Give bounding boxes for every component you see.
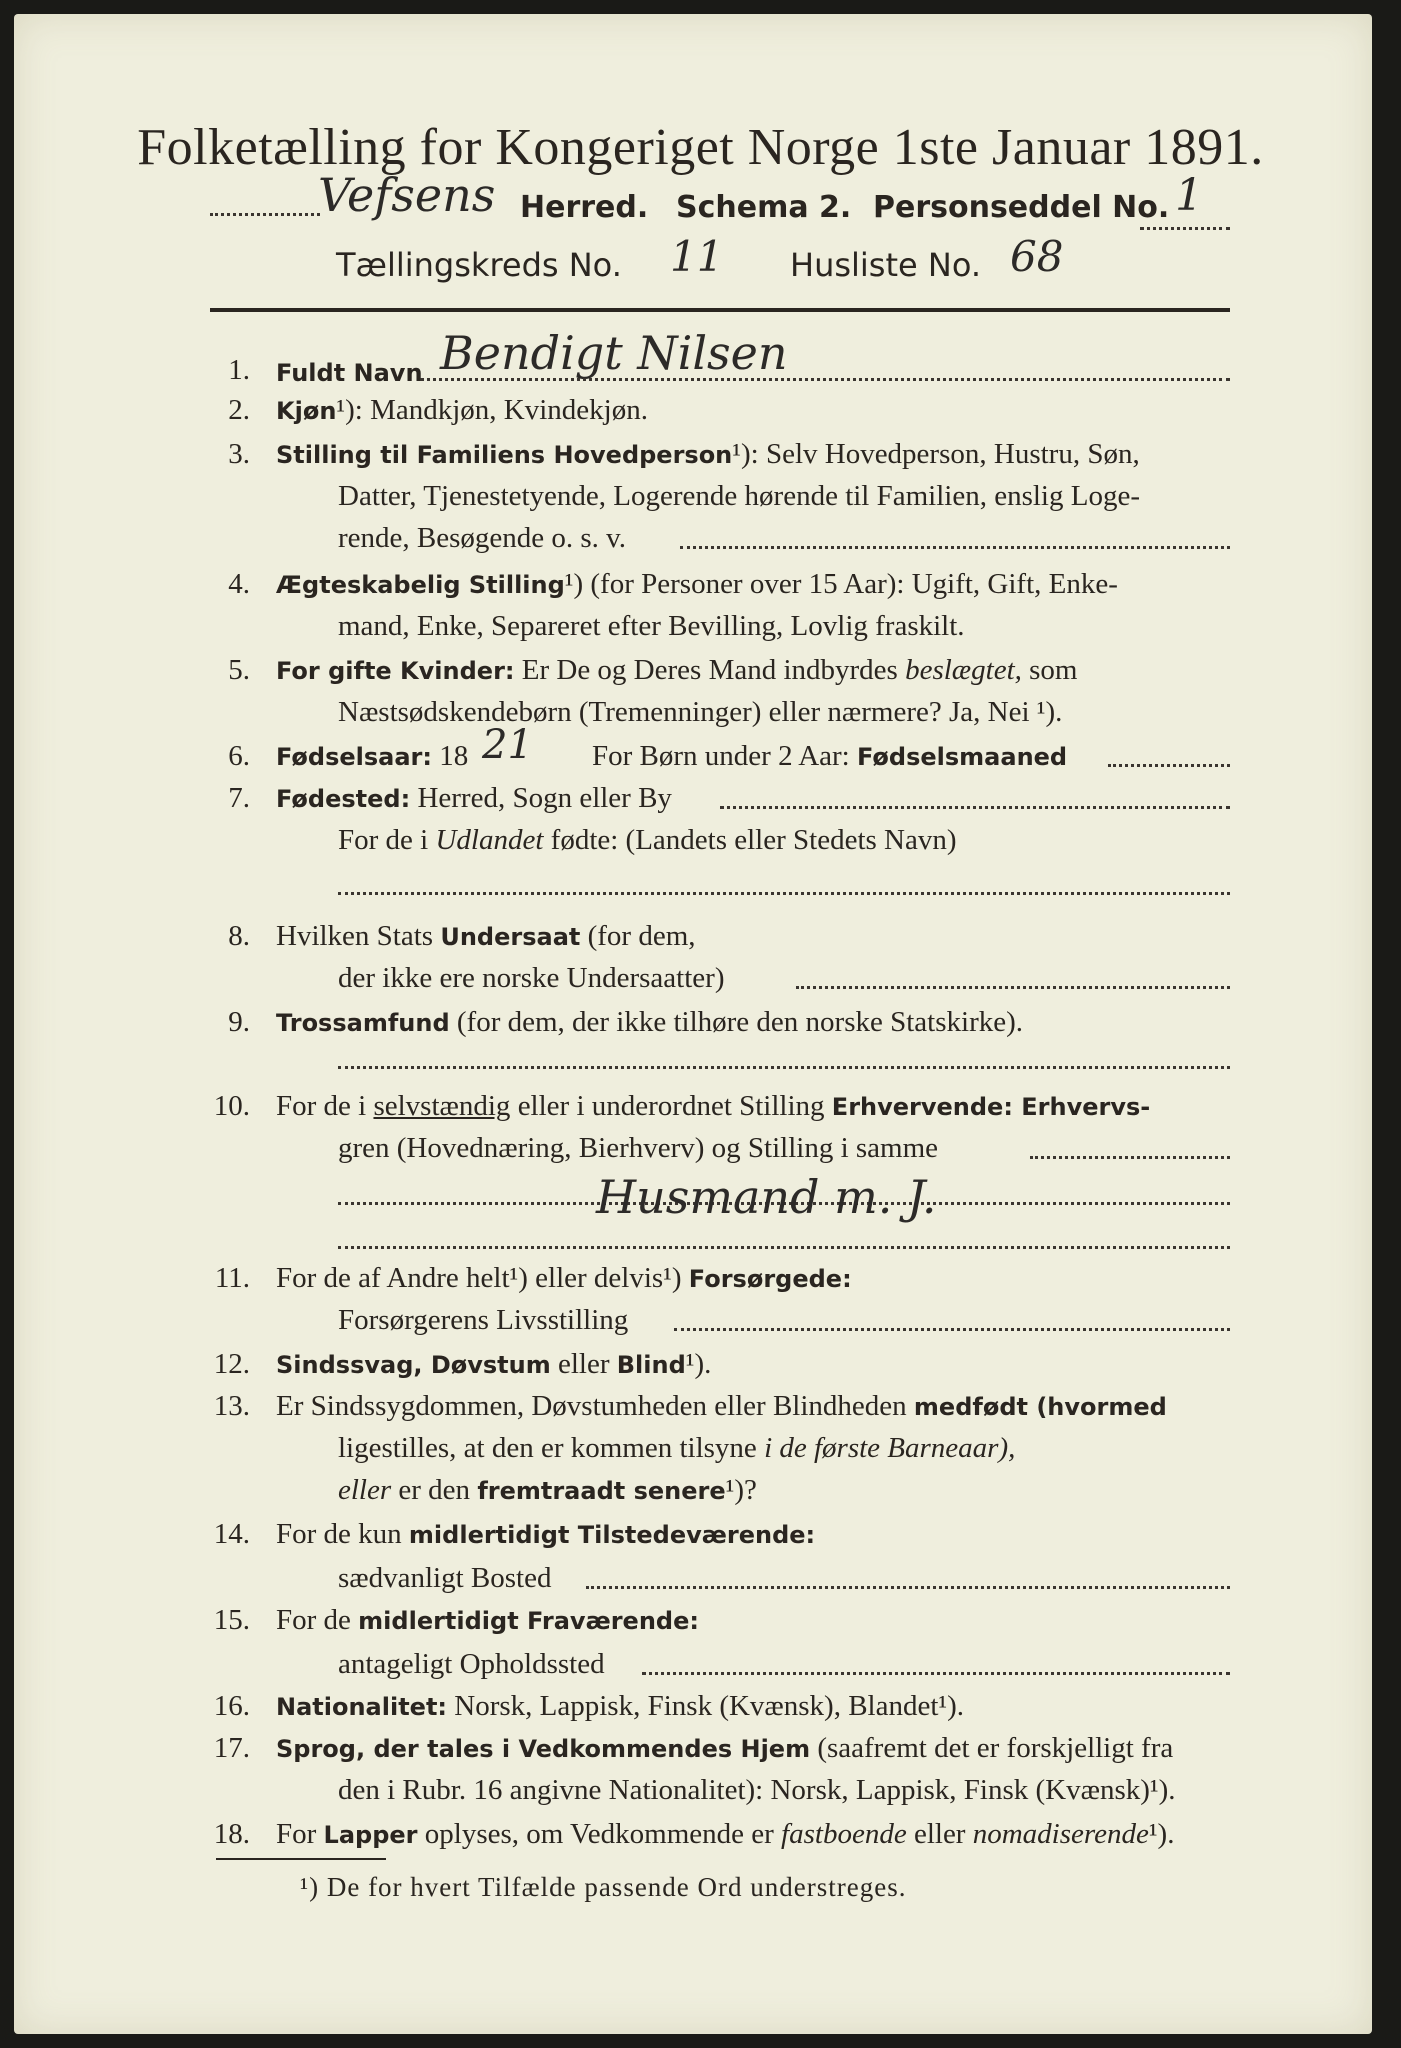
congenital-text: Er Sindssygdommen, Døvstumheden eller Blindheden xyxy=(276,1390,907,1422)
dotted-line xyxy=(642,1672,1230,1675)
item-number: 13. xyxy=(213,1390,250,1422)
occupation-text-mid: eller i underordnet Stilling xyxy=(517,1090,825,1122)
item-number: 1. xyxy=(228,354,250,386)
sami-italic-settled: fastboende xyxy=(781,1818,907,1850)
citizenship-label: Undersaat xyxy=(440,923,581,951)
dotted-line xyxy=(586,1586,1230,1589)
foreign-born-text: For de i xyxy=(338,824,429,856)
occupation-text-cont: gren (Hovednæring, Bierhverv) og Stilling i samme xyxy=(338,1132,939,1164)
dotted-line xyxy=(210,213,320,216)
item-number: 8. xyxy=(228,920,250,952)
probable-residence-text: antageligt Opholdssted xyxy=(338,1648,605,1680)
full-name-label: Fuldt Navn xyxy=(276,359,423,387)
disability-label: Sindssvag, Døvstum xyxy=(276,1351,551,1379)
kreds-value: 11 xyxy=(670,232,724,281)
congenital-text-cont: ligestilles, at den er kommen tilsyne xyxy=(338,1432,757,1464)
congenital-text-end: er den xyxy=(398,1474,471,1506)
item-number: 11. xyxy=(214,1262,250,1294)
birth-month-label: Fødselsmaaned xyxy=(857,743,1068,771)
herred-value: Vefsens xyxy=(318,168,496,222)
temporary-present-label: midlertidigt Tilstedeværende: xyxy=(408,1521,816,1549)
congenital-end: ¹)? xyxy=(725,1474,757,1506)
married-women-italic: beslægtet, xyxy=(905,654,1022,686)
married-women-question-end: som xyxy=(1029,654,1078,686)
dotted-line xyxy=(680,546,1230,549)
item-number: 4. xyxy=(228,568,250,600)
item-number: 2. xyxy=(228,394,250,426)
family-position-options: ¹): Selv Hovedperson, Hustru, Søn, xyxy=(732,438,1140,470)
birth-year-label: Fødselsaar: xyxy=(276,743,432,771)
married-women-question: Er De og Deres Mand indbyrdes xyxy=(521,654,898,686)
nationality-label: Nationalitet: xyxy=(276,1693,448,1721)
sex-options: ¹): Mandkjøn, Kvindekjøn. xyxy=(336,394,648,426)
congenital-italic-or: eller xyxy=(338,1474,392,1506)
family-position-label: Stilling til Familiens Hovedperson xyxy=(276,441,733,469)
sami-end: ¹). xyxy=(1148,1818,1175,1850)
congenital-label: medfødt (hvormed xyxy=(913,1393,1167,1421)
item-number: 3. xyxy=(228,438,250,470)
marital-status-options: ¹) (for Personer over 15 Aar): Ugift, Gift, Enke- xyxy=(564,568,1118,600)
disability-end: ¹). xyxy=(685,1348,712,1380)
religion-text: (for dem, der ikke tilhøre den norske Statskirke). xyxy=(456,1006,1024,1038)
herred-label: Herred. xyxy=(520,190,649,225)
item-number: 18. xyxy=(213,1818,250,1850)
disability-text: eller xyxy=(558,1348,610,1380)
usual-residence-text: sædvanligt Bosted xyxy=(338,1562,552,1594)
dotted-line xyxy=(1030,1156,1230,1159)
occupation-value: Husmand m. J. xyxy=(596,1170,937,1224)
dependents-label: Forsørgede: xyxy=(688,1265,852,1293)
later-onset-label: fremtraadt senere xyxy=(477,1477,726,1505)
header-divider xyxy=(210,308,1230,312)
occupation-text: For de i xyxy=(276,1090,367,1122)
personseddel-value: 1 xyxy=(1175,170,1203,221)
language-label: Sprog, der tales i Vedkommendes Hjem xyxy=(276,1735,811,1763)
religion-label: Trossamfund xyxy=(276,1009,450,1037)
marital-status-label: Ægteskabelig Stilling xyxy=(276,571,565,599)
blind-label: Blind xyxy=(616,1351,686,1379)
dotted-line xyxy=(674,1328,1230,1331)
dotted-line xyxy=(338,892,1230,895)
dotted-line xyxy=(1108,764,1230,767)
footnote-divider xyxy=(216,1858,386,1860)
birth-month-text: For Børn under 2 Aar: xyxy=(592,740,850,772)
foreign-born-italic: Udlandet xyxy=(435,824,544,856)
birthplace-label: Fødested: xyxy=(276,785,411,813)
item-number: 16. xyxy=(213,1690,250,1722)
sami-text: For xyxy=(276,1818,317,1850)
sex-label: Kjøn xyxy=(276,397,337,425)
item-number: 5. xyxy=(228,654,250,686)
married-women-question-cont: Næstsødskendebørn (Tremenninger) eller nærmere? Ja, Nei ¹). xyxy=(338,696,1063,728)
temporary-absent-label: midlertidigt Fraværende: xyxy=(358,1607,699,1635)
language-text: (saafremt det er forskjelligt fra xyxy=(817,1732,1174,1764)
family-position-options-cont: Datter, Tjenestetyende, Logerende hørende til Familien, enslig Loge- xyxy=(338,480,1140,512)
item-number: 9. xyxy=(228,1006,250,1038)
birth-year-value: 21 xyxy=(482,722,533,768)
foreign-born-text-end: fødte: (Landets eller Stedets Navn) xyxy=(550,824,957,856)
citizenship-text-end: (for dem, xyxy=(587,920,696,952)
personseddel-label: Personseddel No. xyxy=(873,190,1170,225)
item-number: 14. xyxy=(213,1518,250,1550)
dotted-line xyxy=(338,1246,1230,1249)
item-number: 12. xyxy=(213,1348,250,1380)
birth-year-prefix: 18 xyxy=(439,740,469,772)
sami-text-mid: oplyses, om Vedkommende er xyxy=(424,1818,774,1850)
item-number: 7. xyxy=(228,782,250,814)
item-number: 10. xyxy=(213,1090,250,1122)
provider-occupation-text: Forsørgerens Livsstilling xyxy=(338,1304,629,1336)
item-number: 15. xyxy=(213,1604,250,1636)
kreds-label: Tællingskreds No. xyxy=(336,246,622,284)
dotted-line xyxy=(720,806,1230,809)
birthplace-options: Herred, Sogn eller By xyxy=(417,782,672,814)
full-name-value: Bendigt Nilsen xyxy=(440,326,788,380)
item-number: 6. xyxy=(228,740,250,772)
item-number: 17. xyxy=(213,1732,250,1764)
sami-label: Lapper xyxy=(323,1821,418,1849)
language-text-cont: den i Rubr. 16 angivne Nationalitet): Norsk, Lappisk, Finsk (Kvænsk)¹). xyxy=(338,1774,1176,1806)
dotted-line xyxy=(338,1066,1230,1069)
dotted-line xyxy=(796,986,1230,989)
schema-label: Schema 2. xyxy=(676,190,852,225)
husliste-label: Husliste No. xyxy=(790,246,981,284)
marital-status-options-cont: mand, Enke, Separeret efter Bevilling, Lovlig fraskilt. xyxy=(338,610,965,642)
sami-text-or: eller xyxy=(913,1818,966,1850)
footnote: ¹) De for hvert Tilfælde passende Ord understreges. xyxy=(300,1872,907,1902)
temporary-absent-text: For de xyxy=(276,1604,351,1636)
married-women-label: For gifte Kvinder: xyxy=(276,657,515,685)
citizenship-text-cont: der ikke ere norske Undersaatter) xyxy=(338,962,725,994)
citizenship-text: Hvilken Stats xyxy=(276,920,434,952)
occupation-underlined: selvstændig xyxy=(373,1090,511,1122)
sami-italic-nomadic: nomadiserende xyxy=(972,1818,1149,1850)
husliste-value: 68 xyxy=(1010,232,1064,281)
dotted-line xyxy=(420,378,1230,381)
dotted-line xyxy=(1140,227,1230,230)
occupation-label: Erhvervende: Erhvervs- xyxy=(831,1093,1151,1121)
dependents-text: For de af Andre helt¹) eller delvis¹) xyxy=(276,1262,682,1294)
temporary-present-text: For de kun xyxy=(276,1518,402,1550)
family-position-options-end: rende, Besøgende o. s. v. xyxy=(338,522,627,554)
nationality-options: Norsk, Lappisk, Finsk (Kvænsk), Blandet¹). xyxy=(454,1690,965,1722)
form-title: Folketælling for Kongeriget Norge 1ste Januar 1891. xyxy=(137,119,1264,176)
congenital-italic: i de første Barneaar), xyxy=(764,1432,1016,1464)
